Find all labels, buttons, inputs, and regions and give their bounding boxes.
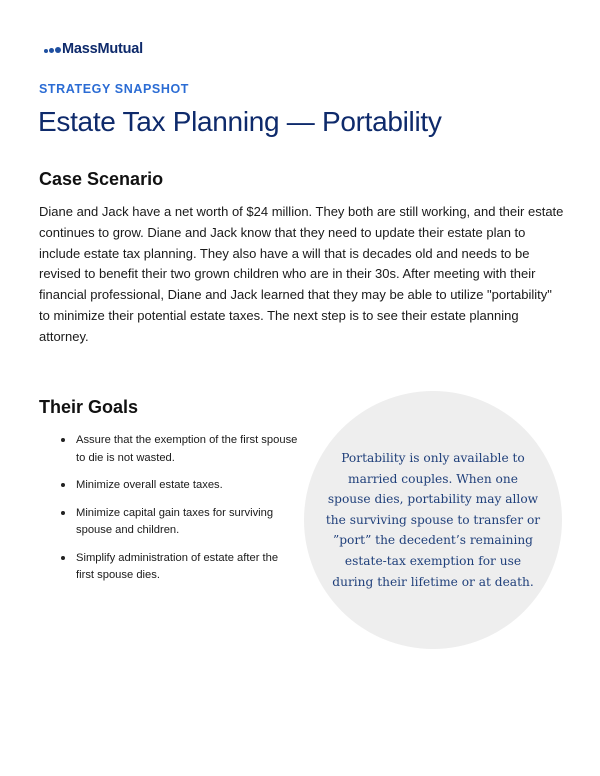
goal-item: Minimize overall estate taxes. bbox=[58, 477, 298, 495]
callout-text: Portability is only available to married couples. When one spouse dies, portability may allow the surviving spouse to transfer or ”port” the decedent’s remaining estate-tax exemption for use during their lifetime or at death. bbox=[325, 451, 541, 589]
goals-list bbox=[58, 432, 298, 595]
goal-item: Simplify administration of estate after the first spouse dies. bbox=[58, 550, 298, 585]
goal-item: Minimize capital gain taxes for surviving spouse and children. bbox=[58, 505, 298, 540]
case-scenario-heading: Case Scenario bbox=[39, 169, 164, 189]
goals-heading: Their Goals bbox=[39, 397, 139, 417]
brand-logo bbox=[44, 41, 143, 57]
eyebrow-label: STRATEGY SNAPSHOT bbox=[39, 82, 190, 96]
case-scenario-body: Diane and Jack have a net worth of $24 million. They both are still working, and their estate continues to grow. Diane and Jack know that they need to update their estate plan to include estate tax planning. They also have a will that is decades old and needs to be revised to benefit their two grown children who are in their 30s. After meeting with their financial professional, Diane and Jack learned that they may be able to utilize "portability" to minimize their potential estate taxes. The next step is to see their estate planning attorney. bbox=[39, 204, 564, 344]
goal-item: Assure that the exemption of the first spouse to die is not wasted. bbox=[58, 432, 298, 467]
brand-name: MassMutual bbox=[62, 41, 143, 57]
page-title: Estate Tax Planning — Portability bbox=[38, 106, 442, 137]
logo-dots-icon bbox=[44, 44, 60, 54]
